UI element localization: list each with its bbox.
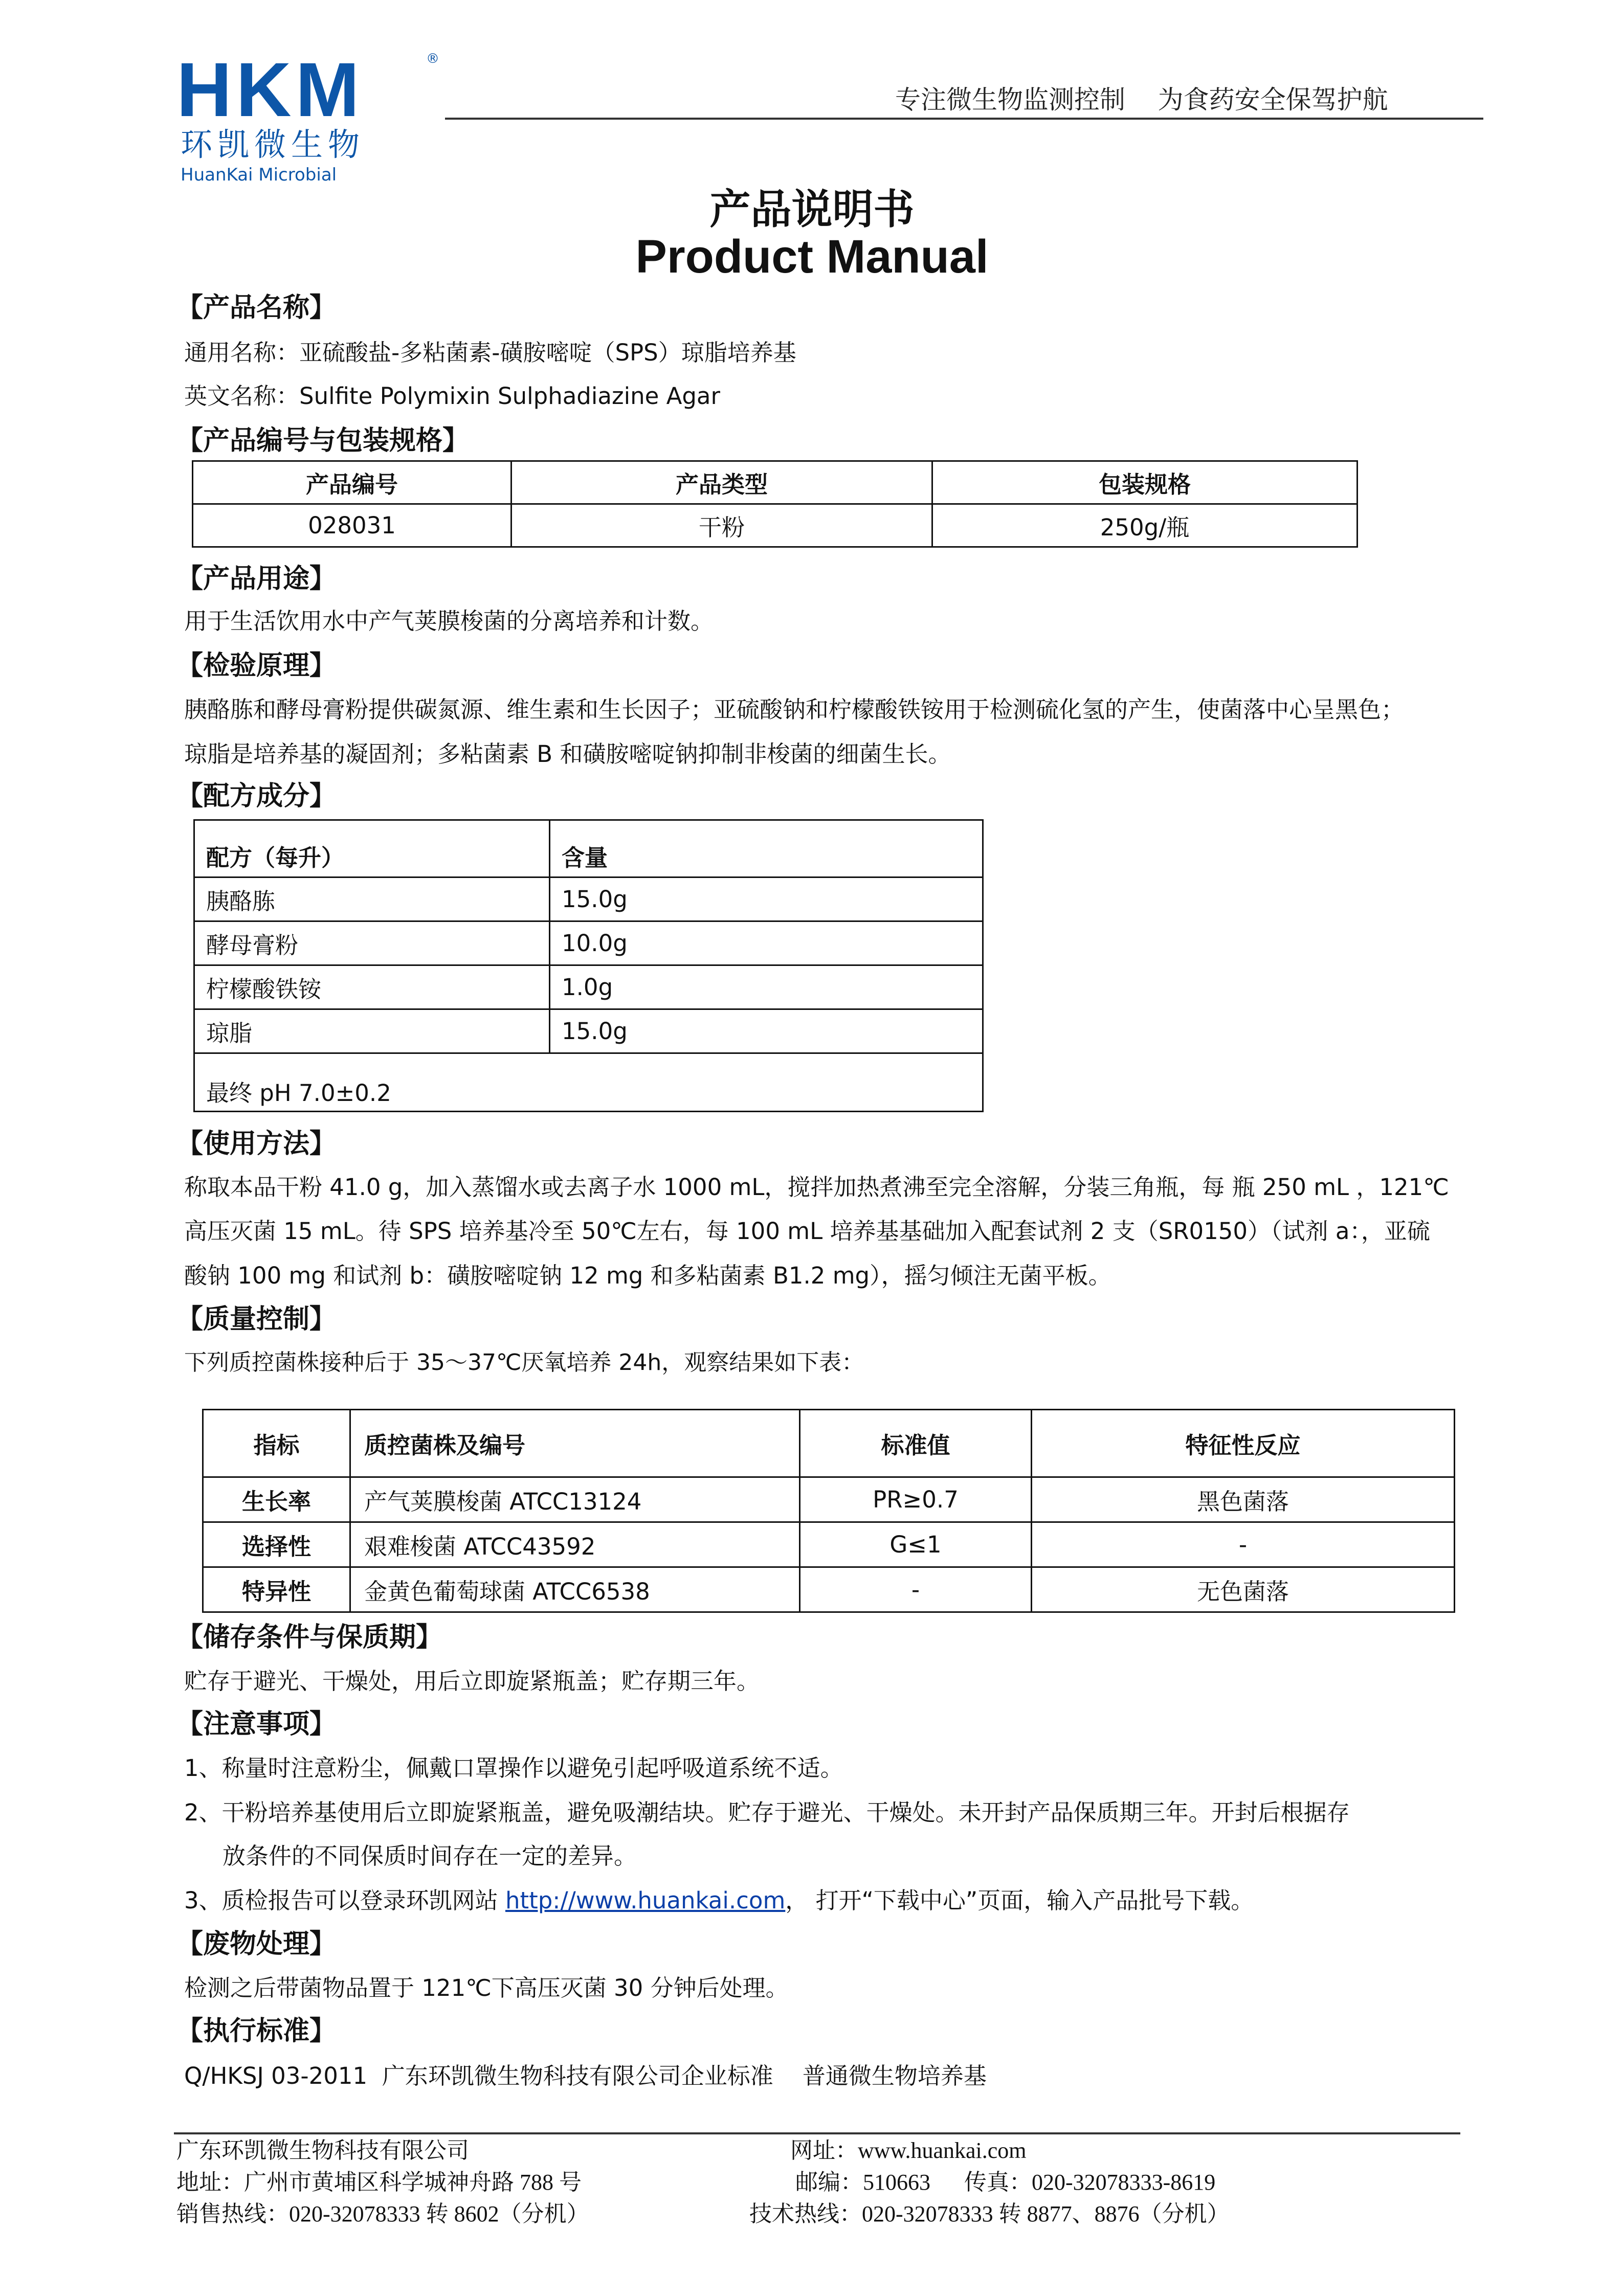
package-table <box>192 460 1358 548</box>
qc-standard: - <box>800 1567 1032 1612</box>
qc-reaction: 无色菌落 <box>1032 1567 1455 1612</box>
section-heading-package: 【产品编号与包装规格】 <box>176 425 470 456</box>
header-divider <box>445 118 1483 120</box>
footer-tech-hotline: 技术热线：020-32078333 转 8877、8876（分机） <box>749 2201 1230 2226</box>
header-slogan: 专注微生物监测控制 为食药安全保驾护航 <box>895 85 1388 115</box>
section-heading-storage: 【储存条件与保质期】 <box>176 1622 443 1653</box>
usage-text: 用于生活饮用水中产气荚膜梭菌的分离培养和计数。 <box>184 607 714 635</box>
qc-header-standard: 标准值 <box>800 1410 1032 1477</box>
table-row <box>203 1522 1455 1567</box>
qc-reaction: - <box>1032 1522 1455 1567</box>
section-heading-method: 【使用方法】 <box>176 1129 337 1159</box>
qc-strain: 产气荚膜梭菌 ATCC13124 <box>350 1477 800 1522</box>
qc-header-reaction: 特征性反应 <box>1032 1410 1455 1477</box>
formula-ingredient: 酵母膏粉 <box>194 921 550 965</box>
note-1: 1、称量时注意粉尘，佩戴口罩操作以避免引起呼吸道系统不适。 <box>184 1754 843 1782</box>
principle-line-1: 胰酪胨和酵母膏粉提供碳氮源、维生素和生长因子；亚硫酸钠和柠檬酸铁铵用于检测硫化氢的产生，使菌落中心呈黑色； <box>184 696 1405 723</box>
qc-indicator: 特异性 <box>203 1567 350 1612</box>
method-line-3: 酸钠 100 mg 和试剂 b：磺胺嘧啶钠 12 mg 和多粘菌素 B1.2 mg），摇匀倾注无菌平板。 <box>184 1262 1111 1289</box>
footer-sales-hotline: 销售热线：020-32078333 转 8602（分机） <box>176 2201 589 2226</box>
storage-text: 贮存于避光、干燥处，用后立即旋紧瓶盖；贮存期三年。 <box>184 1668 760 1695</box>
qc-strain: 艰难梭菌 ATCC43592 <box>350 1522 800 1567</box>
section-heading-standard: 【执行标准】 <box>176 2016 337 2046</box>
note-3-prefix: 3、质检报告可以登录环凯网站 <box>184 1887 505 1914</box>
english-name: 英文名称：Sulfite Polymixin Sulphadiazine Agar <box>184 382 721 410</box>
formula-ingredient: 琼脂 <box>194 1009 550 1053</box>
table-row <box>203 1567 1455 1612</box>
formula-amount: 15.0g <box>550 1009 983 1053</box>
footer-company: 广东环凯微生物科技有限公司 <box>176 2138 469 2163</box>
note-2-line-1: 2、干粉培养基使用后立即旋紧瓶盖，避免吸潮结块。贮存于避光、干燥处。未开封产品保质期三年。开封后根据存 <box>184 1799 1350 1826</box>
qc-indicator: 生长率 <box>203 1477 350 1522</box>
formula-header-amount: 含量 <box>550 820 983 877</box>
package-header-code: 产品编号 <box>193 461 511 504</box>
common-name: 通用名称：亚硫酸盐-多粘菌素-磺胺嘧啶（SPS）琼脂培养基 <box>184 339 796 366</box>
logo-chinese-name: 环凯微生物 <box>181 126 365 163</box>
qc-table <box>202 1409 1455 1613</box>
formula-final-ph: 最终 pH 7.0±0.2 <box>194 1053 983 1112</box>
method-line-2: 高压灭菌 15 mL。待 SPS 培养基冷至 50℃左右，每 100 mL 培养基基础加入配套试剂 2 支（SR0150）（试剂 a：，亚硫 <box>184 1218 1430 1245</box>
waste-text: 检测之后带菌物品置于 121℃下高压灭菌 30 分钟后处理。 <box>184 1974 789 2001</box>
logo-mark: HKM <box>176 47 364 132</box>
formula-ingredient: 柠檬酸铁铵 <box>194 965 550 1009</box>
qc-header-strain: 质控菌株及编号 <box>350 1410 800 1477</box>
section-heading-formula: 【配方成分】 <box>176 781 337 812</box>
formula-ingredient: 胰酪胨 <box>194 877 550 921</box>
section-heading-principle: 【检验原理】 <box>176 650 337 681</box>
registered-mark: ® <box>426 51 439 66</box>
note-3 <box>184 1885 1254 1916</box>
package-header-spec: 包装规格 <box>932 461 1358 504</box>
qc-indicator: 选择性 <box>203 1522 350 1567</box>
table-row <box>194 965 983 1009</box>
package-header-type: 产品类型 <box>511 461 932 504</box>
standard-text: Q/HKSJ 03-2011 广东环凯微生物科技有限公司企业标准 普通微生物培养基 <box>184 2062 987 2089</box>
formula-amount: 10.0g <box>550 921 983 965</box>
footer-divider <box>174 2132 1460 2134</box>
qc-intro: 下列质控菌株接种后于 35～37℃厌氧培养 24h，观察结果如下表： <box>184 1349 864 1376</box>
package-type: 干粉 <box>511 504 932 547</box>
package-spec: 250g/瓶 <box>932 504 1358 547</box>
section-heading-qc: 【质量控制】 <box>176 1304 337 1335</box>
qc-standard: G≤1 <box>800 1522 1032 1567</box>
table-row <box>194 1009 983 1053</box>
footer-postcode-fax: 邮编：510663 传真：020-32078333-8619 <box>795 2170 1216 2195</box>
footer-website: 网址：www.huankai.com <box>790 2138 1027 2163</box>
table-row <box>194 877 983 921</box>
section-heading-waste: 【废物处理】 <box>176 1929 337 1960</box>
qc-header-indicator: 指标 <box>203 1410 350 1477</box>
qc-standard: PR≥0.7 <box>800 1477 1032 1522</box>
formula-amount: 15.0g <box>550 877 983 921</box>
table-row <box>203 1477 1455 1522</box>
footer-address: 地址：广州市黄埔区科学城神舟路 788 号 <box>176 2170 582 2195</box>
qc-strain: 金黄色葡萄球菌 ATCC6538 <box>350 1567 800 1612</box>
table-row <box>194 921 983 965</box>
formula-table <box>193 819 984 1112</box>
principle-line-2: 琼脂是培养基的凝固剂；多粘菌素 B 和磺胺嘧啶钠抑制非梭菌的细菌生长。 <box>184 740 951 768</box>
page-title-cn: 产品说明书 <box>709 186 915 233</box>
formula-header-ingredient: 配方（每升） <box>194 820 550 877</box>
note-2-line-2: 放条件的不同保质时间存在一定的差异。 <box>223 1842 637 1870</box>
section-heading-notes: 【注意事项】 <box>176 1709 337 1740</box>
website-link[interactable]: http://www.huankai.com <box>505 1887 786 1914</box>
method-line-1: 称取本品干粉 41.0 g，加入蒸馏水或去离子水 1000 mL，搅拌加热煮沸至完全溶解，分装三角瓶，每 瓶 250 mL ，121℃ <box>184 1174 1449 1201</box>
page-title-en: Product Manual <box>635 231 989 283</box>
company-logo <box>176 47 442 185</box>
qc-reaction: 黑色菌落 <box>1032 1477 1455 1522</box>
logo-english-name: HuanKai Microbial <box>181 165 337 185</box>
note-3-suffix: ， 打开“下载中心”页面，输入产品批号下载。 <box>785 1887 1254 1914</box>
section-heading-usage: 【产品用途】 <box>176 564 337 594</box>
package-code: 028031 <box>193 504 511 547</box>
section-heading-name: 【产品名称】 <box>176 292 337 323</box>
formula-amount: 1.0g <box>550 965 983 1009</box>
